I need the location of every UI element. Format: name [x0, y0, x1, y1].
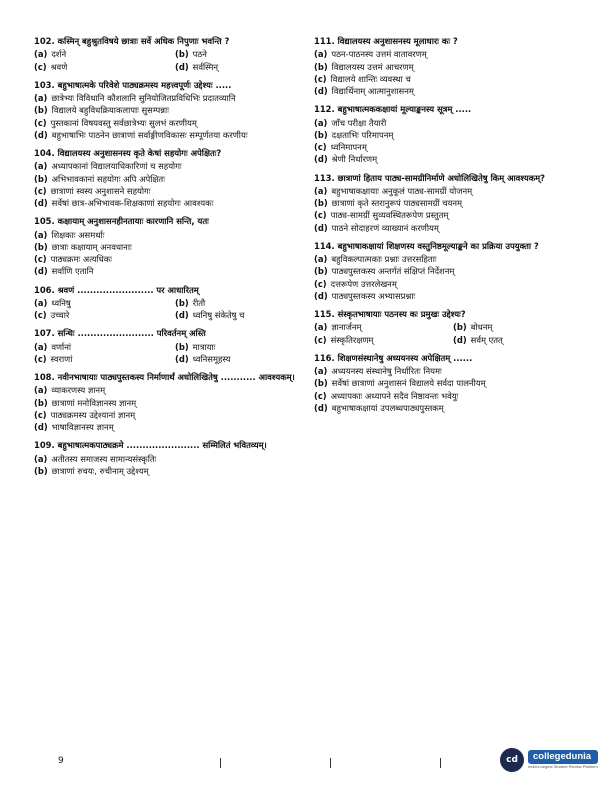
question-number: 111. [314, 36, 335, 46]
option-item [34, 410, 306, 420]
question-number: 108. [34, 372, 55, 382]
question-block [314, 353, 582, 413]
option-letter: (d) [34, 129, 48, 140]
option-item [314, 210, 582, 220]
option-item [34, 130, 306, 140]
option-letter: (a) [314, 322, 328, 333]
option-text: सर्वाणि एतानि [51, 266, 94, 277]
option-item [34, 186, 306, 196]
question-text: बहुभाषाकक्षायां शिक्षणस्य वस्तुनिष्ठमूल्याङ्कने का प्रक्रिया उपयुक्ता ? [337, 240, 539, 251]
question-block [34, 285, 306, 321]
option-letter: (a) [314, 254, 328, 264]
option-text: सर्वस्मिन् [192, 61, 219, 72]
option-item [34, 298, 165, 308]
option-letter: (d) [314, 86, 328, 96]
option-letter: (c) [314, 334, 327, 345]
option-text: पुस्तकानां विषयवस्तु सर्वछात्रेभ्यः सुलभं करणीयम् [50, 117, 197, 128]
options-list [314, 49, 582, 96]
option-letter: (d) [175, 310, 189, 320]
question-number: 106. [34, 284, 55, 295]
option-text: श्रवणे [50, 61, 68, 72]
option-item [175, 49, 306, 59]
option-letter: (c) [34, 310, 47, 320]
logo-tagline: India's largest Student Review Platform [528, 763, 598, 769]
question-stem [314, 353, 582, 363]
question-number: 107. [34, 328, 55, 339]
question-block [314, 173, 582, 233]
option-item [34, 385, 306, 395]
option-letter: (b) [314, 378, 328, 389]
option-letter: (d) [175, 61, 189, 72]
option-letter: (a) [314, 366, 328, 376]
option-letter: (a) [34, 385, 48, 396]
option-letter: (b) [453, 322, 467, 333]
question-number: 114. [314, 240, 335, 251]
option-item [314, 74, 582, 84]
options-list [314, 254, 582, 301]
option-item [314, 223, 582, 233]
option-item [34, 342, 165, 352]
option-text: अतीतस्य समाजस्य सामान्यसंस्कृतिः [51, 453, 157, 464]
option-item [34, 398, 306, 408]
option-text: विद्यार्थिनाम् आत्मानुशासनम् [331, 86, 414, 96]
question-number: 104. [34, 148, 55, 158]
option-text: बहुभाषाकक्षायाः अनुकूलं पाठ्य-सामग्रीं योजनम् [331, 185, 473, 196]
question-block [314, 36, 582, 96]
option-text: ज्ञानार्जनम् [331, 322, 362, 333]
option-text: स्वराणां [50, 353, 73, 364]
option-item [34, 118, 306, 128]
option-text: दक्षताभिः परिमापनम् [331, 129, 394, 140]
options-list [34, 49, 306, 72]
option-item [175, 310, 306, 320]
option-item [34, 354, 165, 364]
question-block [34, 80, 306, 140]
question-stem [314, 104, 582, 114]
option-item [314, 142, 582, 152]
option-letter: (c) [34, 409, 47, 420]
option-item [314, 403, 582, 413]
option-text: पाठ्यक्रमः अत्यधिकः [50, 254, 112, 264]
option-item [314, 186, 582, 196]
question-stem [314, 36, 582, 46]
option-text: संस्कृतिरक्षणम् [330, 334, 374, 345]
question-text: बहुभाषात्मकपाठ्यक्रमे ....................... सम्मिलितं भवितव्यम्। [57, 440, 267, 451]
option-item [175, 62, 306, 72]
options-list [314, 186, 582, 233]
option-item [34, 198, 306, 208]
option-letter: (b) [34, 465, 48, 476]
option-item [34, 454, 306, 464]
option-text: पाठ्यपुस्तकस्य अभ्यासप्रश्नाः [331, 290, 416, 301]
option-letter: (c) [34, 185, 47, 196]
option-text: पाठने सोदाहरणं व्याख्यानं करणीयम् [331, 222, 439, 233]
question-text: विद्यालयस्य अनुशासनस्य मूलाधारः कः ? [337, 36, 458, 46]
option-text: सर्वेषां छात्र-अभिभावक-शिक्षकाणां सहयोगः आवश्यकः [51, 198, 214, 208]
option-letter: (c) [34, 254, 47, 264]
option-letter: (c) [314, 390, 327, 401]
option-text: उच्चारे [50, 310, 70, 320]
collegedunia-logo [500, 748, 598, 772]
option-item [175, 298, 306, 308]
option-text: बहुभाषाकक्षायां उपलब्धपाठ्यपुस्तकम् [331, 402, 444, 413]
option-letter: (b) [175, 341, 189, 352]
option-text: भाषाविज्ञानस्य ज्ञानम् [51, 422, 114, 432]
option-letter: (b) [34, 173, 48, 184]
option-letter: (b) [34, 241, 48, 252]
options-list [34, 385, 306, 432]
question-block [314, 104, 582, 164]
option-item [34, 242, 306, 252]
option-text: ध्वनिषु [51, 297, 71, 308]
question-text: श्रवणं ........................ पर आधारितम् [57, 284, 199, 295]
option-letter: (a) [314, 49, 328, 60]
question-number: 105. [34, 216, 55, 227]
question-block [34, 328, 306, 364]
option-text: ध्वनिसमूहस्य [192, 353, 231, 364]
question-block [34, 36, 306, 72]
logo-name: collegedunia [528, 750, 598, 764]
option-letter: (a) [34, 161, 48, 172]
option-text: शिक्षकाः असमर्थाः [51, 229, 105, 240]
option-text: छात्राः कक्षायाम् अनवधानाः [51, 241, 132, 252]
option-letter: (a) [34, 341, 48, 352]
question-number: 102. [34, 36, 55, 46]
option-letter: (d) [34, 198, 48, 208]
question-stem [34, 80, 306, 90]
option-item [314, 254, 582, 264]
options-list [34, 93, 306, 140]
option-item [314, 378, 582, 388]
question-block [34, 148, 306, 208]
page-number: 9 [58, 756, 64, 766]
option-text: पठने [192, 49, 207, 60]
option-item [314, 291, 582, 301]
option-letter: (c) [34, 117, 47, 128]
question-text: सन्धिः ........................ परिवर्तनम् अस्ति [57, 328, 206, 339]
question-number: 115. [314, 309, 335, 319]
option-letter: (d) [34, 422, 48, 432]
options-list [34, 298, 306, 321]
option-item [34, 230, 306, 240]
option-letter: (a) [34, 229, 48, 240]
option-item [314, 198, 582, 208]
option-item [314, 391, 582, 401]
question-block [34, 216, 306, 276]
question-stem [314, 309, 582, 319]
option-letter: (a) [34, 49, 48, 60]
option-text: अध्यापकानां विद्यालयाधिकारिणां च सहयोगः [51, 161, 182, 172]
option-letter: (d) [453, 334, 467, 345]
options-list [314, 366, 582, 413]
option-item [314, 266, 582, 276]
question-stem [34, 148, 306, 158]
options-list [34, 161, 306, 208]
question-number: 103. [34, 79, 55, 90]
option-text: छात्राणां मनोविज्ञानस्य ज्ञानम् [51, 397, 137, 408]
option-text: अभिभावकानां सहयोगः अपि अपेक्षितः [51, 173, 165, 184]
option-item [314, 322, 443, 332]
question-number: 113. [314, 172, 335, 183]
option-letter: (d) [314, 290, 328, 301]
question-text: बहुभाषात्मके परिवेशे पाठ्यक्रमस्य महत्त्वपूर्णः उद्देश्यः ..... [57, 79, 232, 90]
question-stem [314, 241, 582, 251]
option-text: पाठ्य-सामग्रीं सुव्यवस्थितरूपेण प्रस्तुतम् [330, 210, 449, 221]
option-text: ध्वनिमापनम् [330, 142, 367, 152]
options-list [34, 230, 306, 277]
option-letter: (a) [314, 185, 328, 196]
options-list [314, 322, 582, 345]
option-item [314, 366, 582, 376]
option-item [34, 310, 165, 320]
option-letter: (b) [314, 61, 328, 72]
option-item [314, 154, 582, 164]
question-text: विद्यालयस्य अनुशासनस्य कृते केषां सहयोगः अपेक्षितः? [57, 148, 222, 158]
question-stem [34, 440, 306, 450]
option-item [34, 266, 306, 276]
option-text: बहुभाषाभिः पाठनेन छात्राणां सर्वाङ्गीणविकासः सम्पूर्णतया करणीयः [51, 129, 248, 140]
option-item [34, 161, 306, 171]
option-item [34, 466, 306, 476]
option-letter: (d) [175, 353, 189, 364]
option-text: छात्राणां कृते स्तरानुरूपं पाठ्यसामग्रीं चयनम् [331, 198, 463, 208]
option-letter: (c) [314, 73, 327, 84]
option-item [314, 86, 582, 96]
question-block [314, 309, 582, 345]
question-stem [314, 173, 582, 183]
option-text: छात्रेभ्यः विविधानि कौशलानि सुनियोजितप्रविधिभिः प्रदातव्यानि [51, 93, 236, 103]
option-letter: (a) [34, 93, 48, 103]
option-item [314, 118, 582, 128]
option-item [453, 335, 582, 345]
option-letter: (b) [314, 198, 328, 208]
option-text: दत्तरूपेण उत्तरलेखनम् [330, 278, 397, 289]
option-text: जाँच परीक्षा तैयारी [331, 117, 387, 128]
option-item [314, 335, 443, 345]
option-letter: (c) [314, 210, 327, 221]
option-letter: (b) [175, 297, 189, 308]
question-text: कस्मिन् बहुश्रुतविषये छात्राः सर्वे अधिक निपुणाः भवन्ति ? [57, 36, 230, 46]
option-text: वर्णानां [51, 341, 72, 352]
option-item [314, 130, 582, 140]
option-letter: (b) [175, 49, 189, 60]
option-letter: (a) [34, 453, 48, 464]
option-letter: (c) [314, 142, 327, 152]
option-text: पाठ्यपुस्तकस्य अन्तर्गतं संक्षिप्तं निर्देशनम् [331, 266, 455, 277]
option-text: बोधनम् [470, 322, 493, 333]
question-text: कक्षायाम् अनुशासनहीनतायाः कारणानि सन्ति, यतः [57, 216, 209, 227]
option-letter: (a) [34, 297, 48, 308]
option-letter: (d) [314, 402, 328, 413]
option-text: दर्शने [51, 49, 67, 60]
footer-tick [330, 758, 331, 768]
option-text: रीतौ [192, 297, 206, 308]
options-list [34, 342, 306, 365]
option-item [314, 49, 582, 59]
option-text: मात्रायाः [192, 341, 216, 352]
options-list [314, 118, 582, 165]
question-stem [34, 216, 306, 226]
option-letter: (d) [314, 222, 328, 233]
option-text: विद्यालये शान्तिः व्यवस्था च [330, 73, 411, 84]
option-letter: (c) [314, 278, 327, 289]
question-number: 112. [314, 104, 335, 115]
question-stem [34, 328, 306, 338]
option-text: श्रेणी निर्धारणम् [331, 154, 378, 165]
question-text: शिक्षणसंस्थानेषु अध्ययनस्य अपेक्षितम् ...... [337, 352, 473, 363]
option-text: व्याकरणस्य ज्ञानम् [51, 385, 106, 396]
option-letter: (c) [34, 61, 47, 72]
option-item [34, 105, 306, 115]
option-letter: (d) [34, 266, 48, 277]
option-text: सर्वम् एतत् [470, 334, 503, 345]
left-column [34, 36, 306, 484]
option-item [34, 422, 306, 432]
option-letter: (b) [314, 266, 328, 277]
option-item [34, 49, 165, 59]
option-text: अध्यापकाः अध्यापने सदैव निष्ठावन्तः भवेयुः [330, 390, 459, 401]
option-text: विद्यालये बहुविधक्रियाकलापाः सुसम्पन्नाः [51, 105, 169, 116]
question-block [34, 440, 306, 476]
option-item [34, 62, 165, 72]
option-letter: (c) [34, 353, 47, 364]
question-stem [34, 36, 306, 46]
option-item [314, 279, 582, 289]
question-stem [34, 372, 306, 382]
option-text: सर्वेषां छात्राणां अनुशासनं विद्यालये सर्वदा पालनीयम् [331, 378, 486, 389]
option-text: ध्वनिषु संकेतेषु च [192, 310, 245, 320]
option-letter: (a) [314, 117, 328, 128]
question-text: नवीनभाषायाः पाठ्यपुस्तकस्य निर्माणार्थं अधोलिखितेषु ........... आवश्यकम्। [57, 372, 295, 382]
question-number: 109. [34, 440, 55, 451]
option-item [34, 93, 306, 103]
option-item [453, 322, 582, 332]
options-list [34, 454, 306, 477]
option-text: पाठ्यक्रमस्य उद्देश्यानां ज्ञानम् [50, 409, 136, 420]
option-text: विद्यालयस्य उत्तमं आचरणम् [331, 61, 414, 72]
option-letter: (b) [34, 397, 48, 408]
option-text: पठन-पाठनस्य उत्तमं वातावरणम् [331, 49, 427, 60]
question-number: 116. [314, 352, 335, 363]
question-stem [34, 285, 306, 295]
option-item [175, 342, 306, 352]
mascot-icon: cd [500, 748, 524, 772]
option-letter: (b) [314, 129, 328, 140]
option-text: छात्राणां स्वस्य अनुशासने सहयोगः [50, 185, 151, 196]
question-text: संस्कृतभाषायाः पठनस्य कः प्रमुखः उद्देश्यः? [337, 309, 466, 319]
question-block [314, 241, 582, 301]
footer-tick [220, 758, 221, 768]
option-letter: (d) [314, 154, 328, 165]
right-column [314, 36, 582, 421]
option-text: अध्ययनस्य संस्थानेषु निर्धारितः नियमः [331, 366, 442, 376]
option-text: छात्राणां रुचयः, रुचीनाम् उद्देश्यम् [51, 465, 149, 476]
footer-tick [440, 758, 441, 768]
question-text: छात्राणां हिताय पाठ्य-सामग्रीनिर्माणे अधोलिखितेषु किम् आवश्यकम्? [337, 172, 546, 183]
option-text: बहुविकल्पात्मकाः प्रश्नाः उत्तरसहिताः [331, 254, 437, 264]
option-item [34, 254, 306, 264]
option-letter: (b) [34, 105, 48, 116]
option-item [175, 354, 306, 364]
question-block [34, 372, 306, 432]
question-text: बहुभाषात्मककक्षायां मूल्याङ्कनस्य सूत्रम् ..... [337, 104, 472, 115]
option-item [314, 62, 582, 72]
option-item [34, 174, 306, 184]
